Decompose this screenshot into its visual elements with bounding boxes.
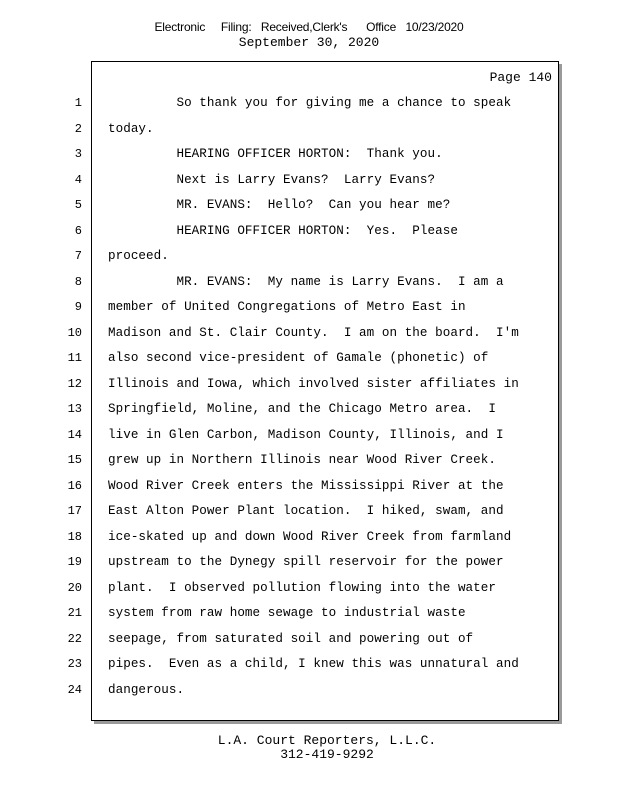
transcript-line <box>0 95 560 115</box>
transcript-line <box>0 631 560 651</box>
line-text: seepage, from saturated soil and powering out of <box>108 631 474 646</box>
line-number: 16 <box>67 478 82 493</box>
line-text: member of United Congregations of Metro East in <box>108 300 466 314</box>
line-text: today. <box>108 121 154 136</box>
transcript-line <box>0 146 560 166</box>
transcript-line <box>0 580 560 600</box>
line-text: Madison and St. Clair County. I am on the board. I'm <box>108 325 519 340</box>
transcript-line <box>0 605 560 625</box>
line-number: 23 <box>67 657 82 671</box>
line-text: live in Glen Carbon, Madison County, Illinois, and I <box>108 427 504 442</box>
transcript-line <box>0 503 560 523</box>
line-text: East Alton Power Plant location. I hiked, swam, and <box>108 504 504 518</box>
transcript-line <box>0 452 560 472</box>
line-number: 3 <box>74 147 82 161</box>
line-text: MR. EVANS: Hello? Can you hear me? <box>108 198 451 212</box>
line-number: 4 <box>74 172 82 187</box>
line-text: plant. I observed pollution flowing into the water <box>108 580 496 595</box>
line-text: Wood River Creek enters the Mississippi River at the <box>108 478 504 493</box>
line-number: 8 <box>74 274 82 289</box>
reporter-company: L.A. Court Reporters, L.L.C. <box>217 733 437 748</box>
transcript-line <box>0 248 560 268</box>
transcript-line <box>0 197 560 217</box>
transcript-line <box>0 350 560 370</box>
line-number: 14 <box>67 427 82 442</box>
line-number: 9 <box>74 300 82 314</box>
line-text: also second vice-president of Gamale (phonetic) of <box>108 351 489 365</box>
line-text: ice-skated up and down Wood River Creek from farmland <box>108 529 512 544</box>
line-text: So thank you for giving me a chance to speak <box>108 96 512 110</box>
line-number: 1 <box>74 96 82 110</box>
line-number: 2 <box>74 121 82 136</box>
line-text: Next is Larry Evans? Larry Evans? <box>108 172 436 187</box>
line-text: system from raw home sewage to industrial waste <box>108 606 466 620</box>
transcript-line <box>0 478 560 498</box>
line-text: Illinois and Iowa, which involved sister affiliates in <box>108 376 519 391</box>
line-number: 15 <box>67 453 82 467</box>
transcript-line <box>0 682 560 702</box>
line-number: 10 <box>67 325 82 340</box>
transcript-line <box>0 223 560 243</box>
line-number: 19 <box>67 555 82 569</box>
transcript-line <box>0 427 560 447</box>
transcript-line <box>0 656 560 676</box>
transcript-line <box>0 554 560 574</box>
line-number: 22 <box>67 631 82 646</box>
filing-stamp: Electronic Filing: Received,Clerk's Office 10/23/2020 <box>154 20 464 34</box>
transcript-line <box>0 274 560 294</box>
transcript-line <box>0 401 560 421</box>
line-number: 7 <box>74 249 82 263</box>
line-text: dangerous. <box>108 682 185 697</box>
transcript-line <box>0 529 560 549</box>
line-number: 12 <box>67 376 82 391</box>
line-text: pipes. Even as a child, I knew this was unnatural and <box>108 657 519 671</box>
line-text: proceed. <box>108 249 169 263</box>
transcript-line <box>0 299 560 319</box>
line-number: 18 <box>67 529 82 544</box>
line-text: HEARING OFFICER HORTON: Thank you. <box>108 147 443 161</box>
transcript-line <box>0 121 560 141</box>
line-number: 20 <box>67 580 82 595</box>
line-text: upstream to the Dynegy spill reservoir for the power <box>108 555 504 569</box>
line-number: 24 <box>67 682 82 697</box>
line-text: HEARING OFFICER HORTON: Yes. Please <box>108 223 458 238</box>
line-number: 17 <box>67 504 82 518</box>
page-number: Page 140 <box>489 70 552 85</box>
line-number: 13 <box>67 402 82 416</box>
transcript-line <box>0 376 560 396</box>
line-text: grew up in Northern Illinois near Wood River Creek. <box>108 453 496 467</box>
line-number: 11 <box>67 351 82 365</box>
transcript-date: September 30, 2020 <box>238 35 380 50</box>
line-number: 6 <box>74 223 82 238</box>
transcript-line <box>0 325 560 345</box>
line-text: Springfield, Moline, and the Chicago Metro area. I <box>108 402 496 416</box>
line-text: MR. EVANS: My name is Larry Evans. I am a <box>108 274 504 289</box>
line-number: 5 <box>74 198 82 212</box>
transcript-line <box>0 172 560 192</box>
line-number: 21 <box>67 606 82 620</box>
reporter-phone: 312-419-9292 <box>280 747 374 762</box>
